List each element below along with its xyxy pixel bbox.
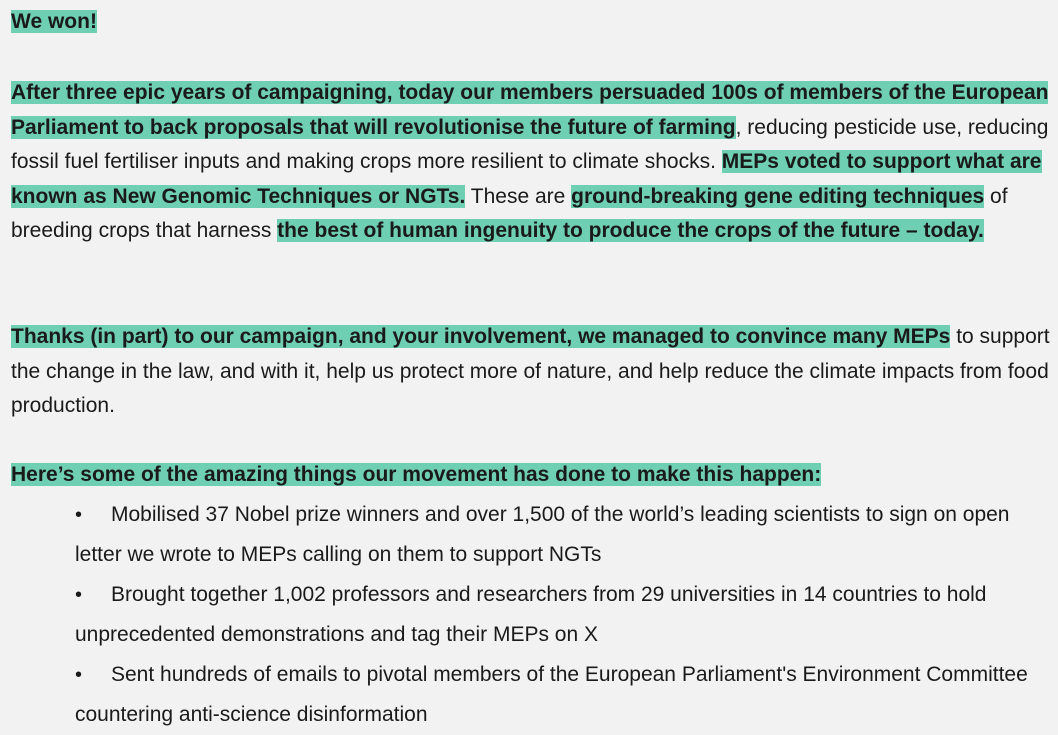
bullet-icon: •	[75, 504, 83, 526]
list-item	[75, 575, 1058, 655]
intro-highlight-2: MEPs voted to support what are known as New Genomic Techniques or NGTs.	[11, 150, 1042, 208]
intro-highlight-4: the best of human ingenuity to produce the crops of the future – today.	[277, 219, 984, 242]
list-item-text: Sent hundreds of emails to pivotal members of the European Parliament's Environment Committee countering anti-science disinformation	[75, 663, 1028, 726]
list-item-text: Brought together 1,002 professors and researchers from 29 universities in 14 countries to hold unprecedented demonstrations and tag their MEPs on X	[75, 583, 987, 646]
actions-heading-highlight: Here’s some of the amazing things our movement has done to make this happen:	[11, 463, 822, 486]
bullet-icon: •	[75, 584, 83, 606]
intro-text-3: of breeding crops that harness	[11, 184, 1008, 242]
intro-text-2: These are	[465, 184, 572, 208]
actions-heading	[11, 458, 1057, 493]
list-item	[75, 655, 1058, 735]
intro-highlight-3: ground-breaking gene editing techniques	[571, 184, 985, 208]
list-item-text: Mobilised 37 Nobel prize winners and over 1,500 of the world’s leading scientists to sign on open letter we wrote to MEPs calling on them to support NGTs	[75, 503, 1010, 566]
list-item	[75, 495, 1058, 575]
intro-text-1: , reducing pesticide use, reducing fossil fuel fertiliser inputs and making crops more resilient to climate shocks.	[11, 115, 1049, 173]
thanks-text: to support the change in the law, and with it, help us protect more of nature, and help reduce the climate impacts from food production.	[11, 325, 1050, 417]
headline-highlight: We won!	[11, 10, 97, 33]
headline	[11, 5, 1057, 40]
thanks-highlight: Thanks (in part) to our campaign, and your involvement, we managed to convince many MEPs	[11, 325, 951, 348]
actions-list	[75, 495, 1058, 735]
bullet-icon: •	[75, 664, 83, 686]
intro-paragraph	[11, 76, 1057, 249]
intro-highlight-1: After three epic years of campaigning, today our members persuaded 100s of members of the European Parliament to back proposals that will revolutionise the future of farming	[11, 81, 1049, 139]
thanks-paragraph	[11, 320, 1057, 424]
